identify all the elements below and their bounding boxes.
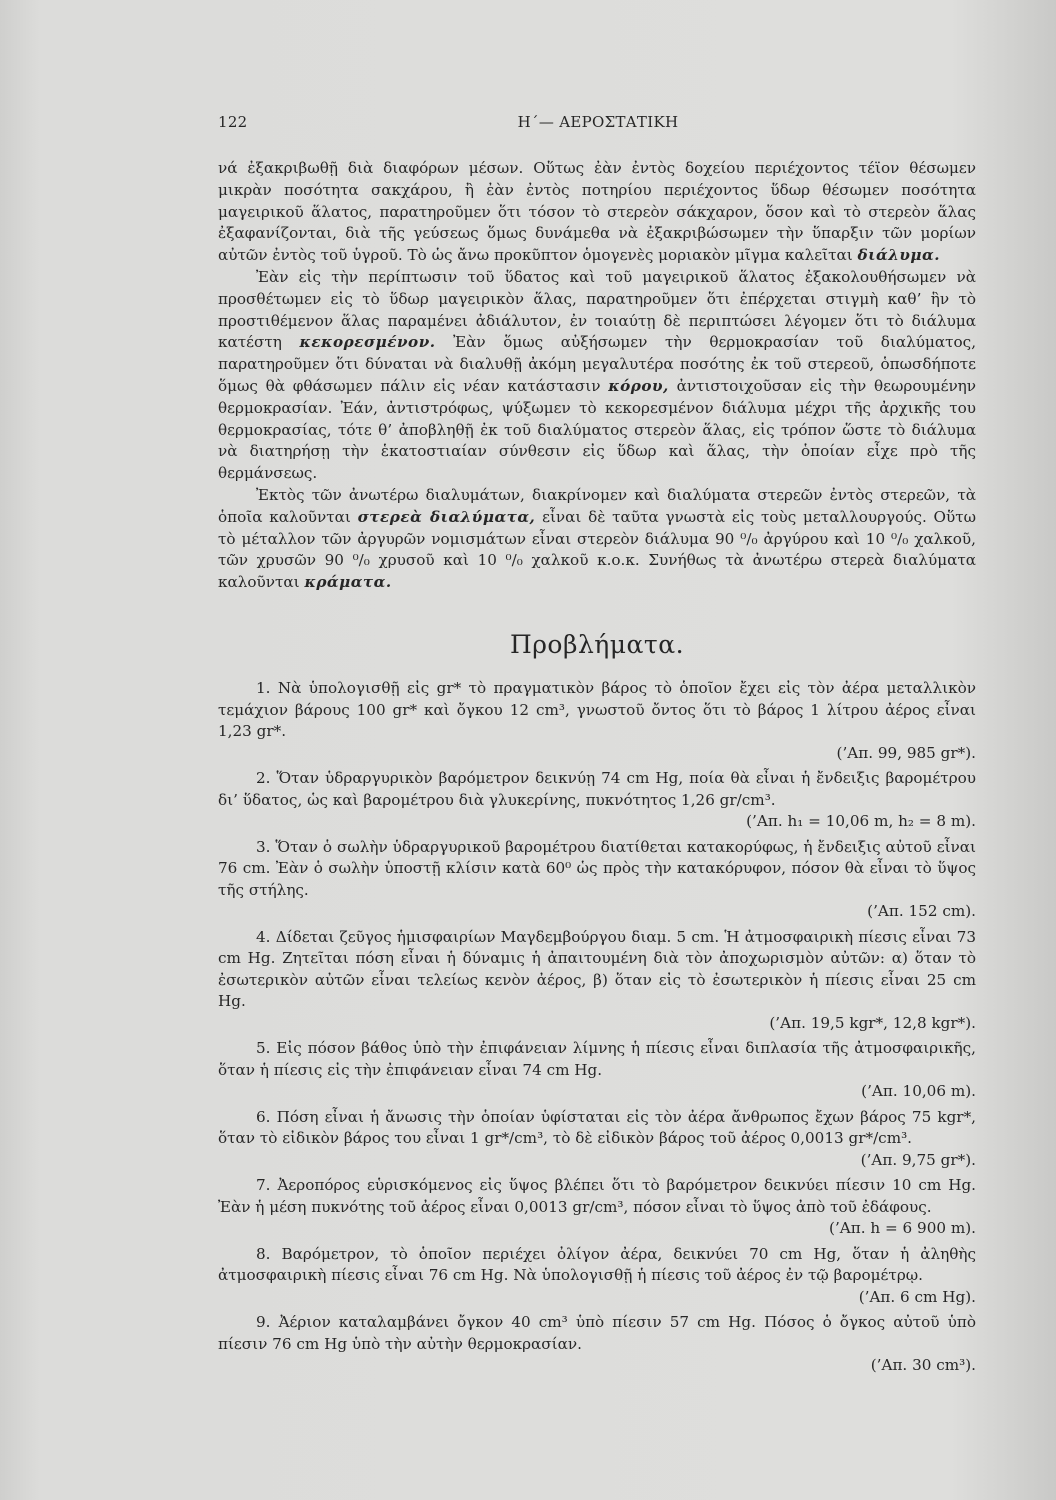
- term-korou: κόρου,: [608, 376, 669, 395]
- page-number: 122: [218, 113, 248, 131]
- problem-item: 6. Πόση εἶναι ἡ ἄνωσις τὴν ὁποίαν ὑφίσταται εἰς τὸν ἀέρα ἄνθρωπος ἔχων βάρος 75 kgr*, ὅταν τὸ εἰδικὸν βάρος του εἶναι 1 gr*/cm³, τὸ δὲ εἰδικὸν βάρος τοῦ ἀέρος 0,0013 gr*/cm³. (’Απ. 9,75 gr*).: [218, 1107, 976, 1172]
- problem-item: 4. Δίδεται ζεῦγος ἡμισφαιρίων Μαγδεμβούργου διαμ. 5 cm. Ἡ ἀτμοσφαιρικὴ πίεσις εἶναι 73 cm Hg. Ζητεῖται πόση εἶναι ἡ δύναμις ἡ ἀπαιτουμένη διὰ τὸν ἀποχωρισμὸν αὐτῶν: α) ὅταν τὸ ἐσωτερικὸν αὐτῶν εἶναι τελείως κενὸν ἀέρος, β) ὅταν εἰς τὸ ἐσωτερικὸν ἡ πίεσις εἶναι 25 cm Hg. (’Απ. 19,5 kgr*, 12,8 kgr*).: [218, 927, 976, 1035]
- paragraph-3: Ἐκτὸς τῶν ἀνωτέρω διαλυμάτων, διακρίνομεν καὶ διαλύματα στερεῶν ἐντὸς στερεῶν, τὰ ὁποῖα καλοῦνται στερεὰ διαλύματα, εἶναι δὲ ταῦτα γνωστὰ εἰς τοὺς μεταλλουργούς. Οὕτω τὸ μέταλλον τῶν ἀργυρῶν νομισμάτων εἶναι στερεὸν διάλυμα 90 ⁰/₀ ἀργύρου καὶ 10 ⁰/₀ χαλκοῦ, τῶν χρυσῶν 90 ⁰/₀ χρυσοῦ καὶ 10 ⁰/₀ χαλκοῦ κ.ο.κ. Συνήθως τὰ ἀνωτέρω στερεὰ διαλύματα καλοῦνται κράματα.: [218, 485, 977, 592]
- problem-answer: (’Απ. 152 cm).: [867, 902, 976, 920]
- paragraph-2: Ἐὰν εἰς τὴν περίπτωσιν τοῦ ὕδατος καὶ τοῦ μαγειρικοῦ ἅλατος ἐξακολουθήσωμεν νὰ προσθέτωμεν εἰς τὸ ὕδωρ μαγειρικὸν ἅλας, παρατηροῦμεν ὅτι ἐπέρχεται στιγμὴ καθ’ ἣν τὸ προστιθέμενον ἅλας παραμένει ἀδιάλυτον, ἐν τοιαύτῃ δὲ περιπτώσει λέγομεν ὅτι τὸ διάλυμα κατέστη κεκορεσμένον. Ἐὰν ὅμως αὐξήσωμεν τὴν θερμοκρασίαν τοῦ διαλύματος, παρατηροῦμεν ὅτι δύναται νὰ διαλυθῇ ἀκόμη μεγαλυτέρα ποσότης ἐκ τοῦ στερεοῦ, ὁπωσδήποτε ὅμως θὰ φθάσωμεν πάλιν εἰς νέαν κατάστασιν κόρου, ἀντιστοιχοῦσαν εἰς τὴν θεωρουμένην θερμοκρασίαν. Ἐάν, ἀντιστρόφως, ψύξωμεν τὸ κεκορεσμένον διάλυμα μέχρι τῆς ἀρχικῆς του θερμοκρασίας, τότε θ’ ἀποβληθῇ ἐκ τοῦ διαλύματος στερεὸν ἅλας, εἰς τρόπον ὥστε τὸ διάλυμα νὰ διατηρήσῃ τὴν ἑκατοστιαίαν σύνθεσιν εἰς ὕδωρ καὶ ἅλας, τὴν ὁποίαν εἶχε πρὸ τῆς θερμάνσεως.: [218, 267, 977, 483]
- page-header: [218, 113, 978, 137]
- problem-item: 7. Ἀεροπόρος εὑρισκόμενος εἰς ὕψος βλέπει ὅτι τὸ βαρόμετρον δεικνύει πίεσιν 10 cm Hg. Ἐὰν ἡ μέση πυκνότης τοῦ ἀέρος εἶναι 0,0013 gr/cm³, πόσον εἶναι τὸ ὕψος ἀπὸ τοῦ ἐδάφους. (’Απ. h = 6 900 m).: [218, 1175, 976, 1240]
- body-text: [218, 158, 976, 594]
- problem-item: 9. Ἀέριον καταλαμβάνει ὄγκον 40 cm³ ὑπὸ πίεσιν 57 cm Hg. Πόσος ὁ ὄγκος αὐτοῦ ὑπὸ πίεσιν 76 cm Hg ὑπὸ τὴν αὐτὴν θερμοκρασίαν. (’Απ. 30 cm³).: [218, 1312, 976, 1377]
- problem-answer: (’Απ. 99, 985 gr*).: [836, 743, 976, 762]
- problems-list: [218, 678, 976, 1381]
- problem-answer: (’Απ. 9,75 gr*).: [860, 1150, 976, 1169]
- problem-item: 1. Νὰ ὑπολογισθῇ εἰς gr* τὸ πραγματικὸν βάρος τὸ ὁποῖον ἔχει εἰς τὸν ἀέρα μεταλλικὸν τεμάχιον βάρους 100 gr* καὶ ὄγκου 12 cm³, γνωστοῦ ὄντος ὅτι τὸ βάρος 1 λίτρου ἀέρος εἶναι 1,23 gr*. (’Απ. 99, 985 gr*).: [218, 678, 976, 764]
- problem-answer: (’Απ. 10,06 m).: [861, 1082, 976, 1100]
- term-kekoresmenon: κεκορεσμένον.: [299, 333, 436, 352]
- term-sterea-dialymata: στερεὰ διαλύματα,: [357, 507, 536, 526]
- problem-answer: (’Απ. h₁ = 10,06 m, h₂ = 8 m).: [746, 812, 976, 830]
- problem-item: 5. Εἰς πόσον βάθος ὑπὸ τὴν ἐπιφάνειαν λίμνης ἡ πίεσις εἶναι διπλασία τῆς ἀτμοσφαιρικῆς, ὅταν ἡ πίεσις εἰς τὴν ἐπιφάνειαν εἶναι 74 cm Hg. (’Απ. 10,06 m).: [218, 1038, 976, 1103]
- problem-answer: (’Απ. h = 6 900 m).: [829, 1219, 976, 1237]
- paragraph-1: νά ἐξακριβωθῇ διὰ διαφόρων μέσων. Οὕτως ἐὰν ἐντὸς δοχείου περιέχοντος τέϊον θέσωμεν μικρὰν ποσότητα σακχάρου, ἢ ἐὰν ἐντὸς ποτηρίου περιέχοντος ὕδωρ θέσωμεν ποσότητα μαγειρικοῦ ἅλατος, παρατηροῦμεν ὅτι τόσον τὸ στερεὸν σάκχαρον, ὅσον καὶ τὸ στερεὸν ἅλας ἐξαφανίζονται, διὰ τῆς γεύσεως ὅμως δυνάμεθα νὰ ἐξακριβώσωμεν τὴν ὕπαρξιν τῶν μορίων αὐτῶν ἐντὸς τοῦ ὑγροῦ. Τὸ ὡς ἄνω προκῦπτον ὁμογενὲς μοριακὸν μῖγμα καλεῖται διάλυμα.: [218, 159, 976, 265]
- term-kramata: κράματα.: [304, 573, 392, 592]
- term-dialyma: διάλυμα.: [857, 246, 940, 265]
- problem-item: 3. Ὅταν ὁ σωλὴν ὑδραργυρικοῦ βαρομέτρου διατίθεται κατακορύφως, ἡ ἔνδειξις αὐτοῦ εἶναι 76 cm. Ἐὰν ὁ σωλὴν ὑποστῇ κλίσιν κατὰ 60⁰ ὡς πρὸς τὴν κατακόρυφον, πόσον θὰ εἶναι τὸ ὕψος τῆς στήλης. (’Απ. 152 cm).: [218, 837, 976, 923]
- problem-answer: (’Απ. 30 cm³).: [870, 1356, 976, 1374]
- problem-answer: (’Απ. 6 cm Hg).: [858, 1287, 976, 1306]
- section-title: Προβλήματα.: [509, 630, 685, 659]
- problem-item: 2. Ὅταν ὑδραργυρικὸν βαρόμετρον δεικνύῃ 74 cm Hg, ποία θὰ εἶναι ἡ ἔνδειξις βαρομέτρου δι’ ὕδατος, ὡς καὶ βαρομέτρου διὰ γλυκερίνης, πυκνότητος 1,26 gr/cm³. (’Απ. h₁ = 10,06 m, h₂ = 8 m).: [218, 768, 976, 833]
- problem-answer: (’Απ. 19,5 kgr*, 12,8 kgr*).: [769, 1013, 976, 1032]
- running-title: Η΄— ΑΕΡΟΣΤΑΤΙΚΗ: [517, 113, 679, 131]
- problem-item: 8. Βαρόμετρον, τὸ ὁποῖον περιέχει ὀλίγον ἀέρα, δεικνύει 70 cm Hg, ὅταν ἡ ἀληθὴς ἀτμοσφαιρικὴ πίεσις εἶναι 76 cm Hg. Νὰ ὑπολογισθῇ ἡ πίεσις τοῦ ἀέρος ἐν τῷ βαρομέτρῳ. (’Απ. 6 cm Hg).: [218, 1244, 976, 1309]
